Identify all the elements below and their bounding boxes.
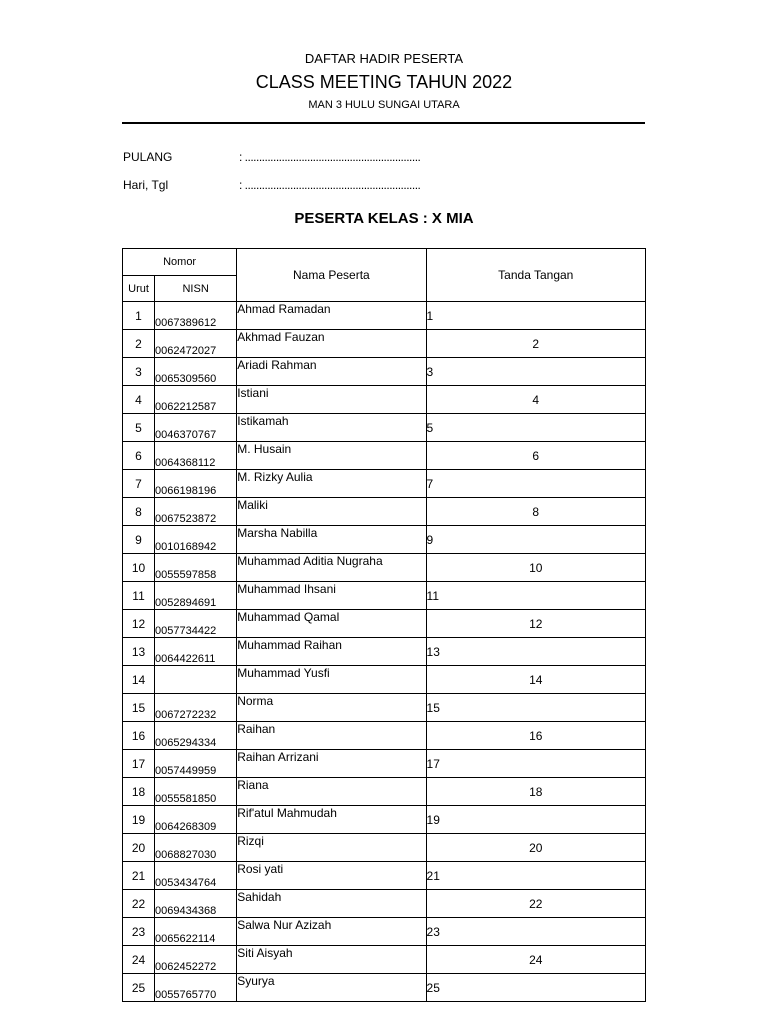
nisn-cell: 0046370767 [155,414,237,442]
table-row [123,302,646,330]
participant-name: Maliki [237,498,426,526]
nisn-cell: 0067272232 [155,694,237,722]
participant-name: M. Husain [237,442,426,470]
signature-cell: 4 [426,386,645,414]
table-row [123,610,646,638]
signature-cell: 14 [426,666,645,694]
table-row [123,554,646,582]
row-number: 23 [123,918,155,946]
table-row [123,470,646,498]
signature-cell: 16 [426,722,645,750]
table-row [123,330,646,358]
participant-name: Muhammad Qamal [237,610,426,638]
nisn-cell [155,666,237,694]
participant-name: Norma [237,694,426,722]
nisn-cell: 0065294334 [155,722,237,750]
nisn-cell: 0064368112 [155,442,237,470]
nisn-cell: 0062472027 [155,330,237,358]
participant-name: Muhammad Raihan [237,638,426,666]
row-number: 13 [123,638,155,666]
pulang-value: : .............................................................. [239,150,421,164]
nisn-cell: 0057449959 [155,750,237,778]
row-number: 7 [123,470,155,498]
table-row [123,750,646,778]
row-number: 15 [123,694,155,722]
nisn-cell: 0065622114 [155,918,237,946]
row-number: 3 [123,358,155,386]
table-row [123,358,646,386]
signature-cell: 8 [426,498,645,526]
nisn-cell: 0055581850 [155,778,237,806]
participant-name: Rif'atul Mahmudah [237,806,426,834]
table-row [123,806,646,834]
header-divider [122,122,645,124]
table-row [123,890,646,918]
nisn-cell: 0064422611 [155,638,237,666]
table-row [123,862,646,890]
nisn-cell: 0069434368 [155,890,237,918]
table-row [123,946,646,974]
document-title: DAFTAR HADIR PESERTA [304,51,464,66]
table-row [123,526,646,554]
participant-name: Rosi yati [237,862,426,890]
table-row [123,974,646,1002]
table-row [123,414,646,442]
row-number: 19 [123,806,155,834]
participant-name: Raihan Arrizani [237,750,426,778]
signature-cell: 20 [426,834,645,862]
row-number: 22 [123,890,155,918]
signature-cell: 3 [426,358,645,386]
nisn-cell: 0057734422 [155,610,237,638]
participant-name: Raihan [237,722,426,750]
row-number: 2 [123,330,155,358]
participant-name: Muhammad Yusfi [237,666,426,694]
signature-cell: 17 [426,750,645,778]
signature-cell: 19 [426,806,645,834]
participant-name: Istiani [237,386,426,414]
participant-name: Sahidah [237,890,426,918]
table-row [123,666,646,694]
signature-cell: 22 [426,890,645,918]
participant-name: Siti Aisyah [237,946,426,974]
signature-cell: 7 [426,470,645,498]
institution-name: MAN 3 HULU SUNGAI UTARA [308,99,460,111]
nisn-cell: 0053434764 [155,862,237,890]
signature-cell: 21 [426,862,645,890]
signature-cell: 12 [426,610,645,638]
nisn-cell: 0067389612 [155,302,237,330]
participant-name: Ahmad Ramadan [237,302,426,330]
table-row [123,694,646,722]
row-number: 10 [123,554,155,582]
nisn-cell: 0066198196 [155,470,237,498]
participant-name: Muhammad Ihsani [237,582,426,610]
nisn-cell: 0052894691 [155,582,237,610]
participant-name: Muhammad Aditia Nugraha [237,554,426,582]
table-row [123,918,646,946]
nisn-cell: 0065309560 [155,358,237,386]
signature-cell: 1 [426,302,645,330]
row-number: 25 [123,974,155,1002]
signature-cell: 23 [426,918,645,946]
row-number: 12 [123,610,155,638]
table-row [123,638,646,666]
signature-cell: 25 [426,974,645,1002]
row-number: 18 [123,778,155,806]
nisn-cell: 0064268309 [155,806,237,834]
signature-cell: 5 [426,414,645,442]
signature-cell: 13 [426,638,645,666]
nisn-cell: 0055597858 [155,554,237,582]
signature-cell: 9 [426,526,645,554]
signature-cell: 24 [426,946,645,974]
participant-name: Riana [237,778,426,806]
table-row [123,442,646,470]
hari-tgl-label: Hari, Tgl [123,178,169,192]
table-row [123,778,646,806]
row-number: 8 [123,498,155,526]
row-number: 24 [123,946,155,974]
row-number: 17 [123,750,155,778]
participant-name: Salwa Nur Azizah [237,918,426,946]
hari-tgl-value: : .............................................................. [239,178,421,192]
urut-header: Urut [123,276,155,302]
signature-cell: 6 [426,442,645,470]
row-number: 5 [123,414,155,442]
nisn-cell: 0062452272 [155,946,237,974]
participant-name: Istikamah [237,414,426,442]
table-row [123,722,646,750]
row-number: 20 [123,834,155,862]
table-row [123,582,646,610]
table-row [123,834,646,862]
row-number: 21 [123,862,155,890]
participant-name: M. Rizky Aulia [237,470,426,498]
signature-cell: 2 [426,330,645,358]
row-number: 4 [123,386,155,414]
table-row [123,498,646,526]
attendance-table [122,248,646,1002]
signature-cell: 15 [426,694,645,722]
nisn-cell: 0055765770 [155,974,237,1002]
nisn-cell: 0010168942 [155,526,237,554]
row-number: 9 [123,526,155,554]
nisn-cell: 0068827030 [155,834,237,862]
section-title: PESERTA KELAS : X MIA [294,210,474,227]
nisn-header: NISN [155,276,237,302]
participant-name: Ariadi Rahman [237,358,426,386]
participant-name: Syurya [237,974,426,1002]
pulang-label: PULANG [123,150,173,164]
participant-name: Akhmad Fauzan [237,330,426,358]
nisn-cell: 0062212587 [155,386,237,414]
participant-name: Marsha Nabilla [237,526,426,554]
row-number: 11 [123,582,155,610]
signature-cell: 11 [426,582,645,610]
event-title: CLASS MEETING TAHUN 2022 [255,72,513,92]
attendance-rows [123,302,646,1002]
nisn-cell: 0067523872 [155,498,237,526]
signature-cell: 18 [426,778,645,806]
row-number: 14 [123,666,155,694]
nama-header: Nama Peserta [237,249,426,302]
participant-name: Rizqi [237,834,426,862]
signature-cell: 10 [426,554,645,582]
table-row [123,386,646,414]
row-number: 6 [123,442,155,470]
nomor-header: Nomor [123,249,237,276]
row-number: 1 [123,302,155,330]
tanda-tangan-header: Tanda Tangan [426,249,645,302]
row-number: 16 [123,722,155,750]
